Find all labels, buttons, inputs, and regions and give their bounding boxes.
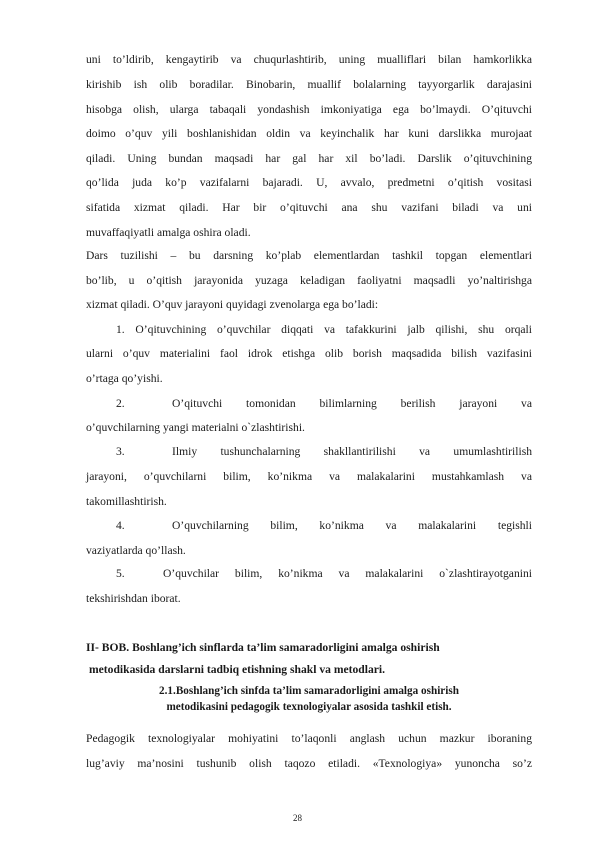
section-heading-line-2: metodikasini pedagogik texnologiyalar asosida tashkil etish. — [166, 701, 452, 713]
paragraph-1-line: doimo o’quv yili boshlanishidan oldin va keyinchalik har kuni darslikka murojaat — [86, 127, 532, 140]
list-item-1-line: o’rtaga qo’yishi. — [86, 372, 163, 385]
paragraph-1-line: hisobga olish, ularga tabaqali yondashish imkoniyatiga ega bo’lmaydi. O’qituvchi — [86, 103, 532, 116]
paragraph-1-line: sifatida xizmat qiladi. Har bir o’qituvchi ana shu vazifani biladi va uni — [86, 201, 532, 214]
chapter-heading-line-2: metodikasida darslarni tadbiq etishning shakl va metodlari. — [89, 663, 386, 676]
paragraph-1-line: uni to’ldirib, kengaytirib va chuqurlashtirib, uning mualliflari bilan hamkorlikka — [86, 53, 532, 66]
list-item-5-number: 5. — [116, 567, 125, 580]
list-item-5-line: O’quvchilar bilim, ko’nikma va malakalarini o`zlashtirayotganini — [163, 567, 532, 580]
paragraph-3-line: lug’aviy ma’nosini tushunib olish taqozo etiladi. «Texnologiya» yunoncha so’z — [86, 757, 532, 770]
list-item-3-line: jarayoni, o’quvchilarni bilim, ko’nikma va malakalarini mustahkamlash va — [86, 470, 532, 483]
list-item-3-line: takomillashtirish. — [86, 495, 167, 508]
paragraph-3-line: Pedagogik texnologiyalar mohiyatini to’laqonli anglash uchun mazkur iboraning — [86, 732, 532, 745]
list-item-3-number: 3. — [116, 445, 125, 458]
list-item-3-line: Ilmiy tushunchalarning shakllantirilishi va umumlashtirilish — [172, 445, 532, 458]
paragraph-1-line: kirishib ish olib boradilar. Binobarin, muallif bolalarning tayyorgarlik darajasini — [86, 78, 532, 91]
list-item-1-line: ularni o’quv materialini faol idrok etishga olib borish maqsadida bilish vazifasini — [86, 347, 532, 360]
paragraph-1-line: qo’lida juda ko’p vazifalarni bajaradi. U, avvalo, predmetni o’qitish vositasi — [86, 176, 532, 189]
paragraph-2-line: Dars tuzilishi – bu darsning ko’plab elementlardan tashkil topgan elementlari — [86, 249, 532, 262]
page-number: 28 — [293, 813, 302, 823]
chapter-heading-line-1: II- BOB. Boshlang’ich sinflarda ta’lim samaradorligini amalga oshirish — [86, 641, 440, 654]
list-item-4-line: O’quvchilarning bilim, ko’nikma va malakalarini tegishli — [172, 519, 532, 532]
list-item-2-line: O’qituvchi tomonidan bilimlarning berilish jarayoni va — [172, 397, 532, 410]
list-item-2-number: 2. — [116, 397, 125, 410]
paragraph-1-line: muvaffaqiyatli amalga oshira oladi. — [86, 226, 251, 239]
list-item-4-line: vaziyatlarda qo’llash. — [86, 544, 186, 557]
paragraph-2-line: bo’lib, u o’qitish jarayonida yuzaga keladigan faoliyatni maqsadli yo’naltirishga — [86, 274, 532, 287]
paragraph-1-line: qiladi. Uning bundan maqsadi har gal har xil bo’ladi. Darslik o’qituvchining — [86, 152, 532, 165]
section-heading-line-1: 2.1.Boshlang’ich sinfda ta’lim samaradorligini amalga oshirish — [159, 685, 459, 697]
list-item-1-line: 1. O’qituvchining o’quvchilar diqqati va tafakkurini jalb qilishi, shu orqali — [116, 323, 532, 336]
list-item-5-line: tekshirishdan iborat. — [86, 592, 181, 605]
paragraph-2-line: xizmat qiladi. O’quv jarayoni quyidagi zvenolarga ega bo’ladi: — [86, 298, 379, 311]
list-item-2-line: o’quvchilarning yangi materialni o`zlashtirishi. — [86, 421, 305, 434]
list-item-4-number: 4. — [116, 519, 125, 532]
